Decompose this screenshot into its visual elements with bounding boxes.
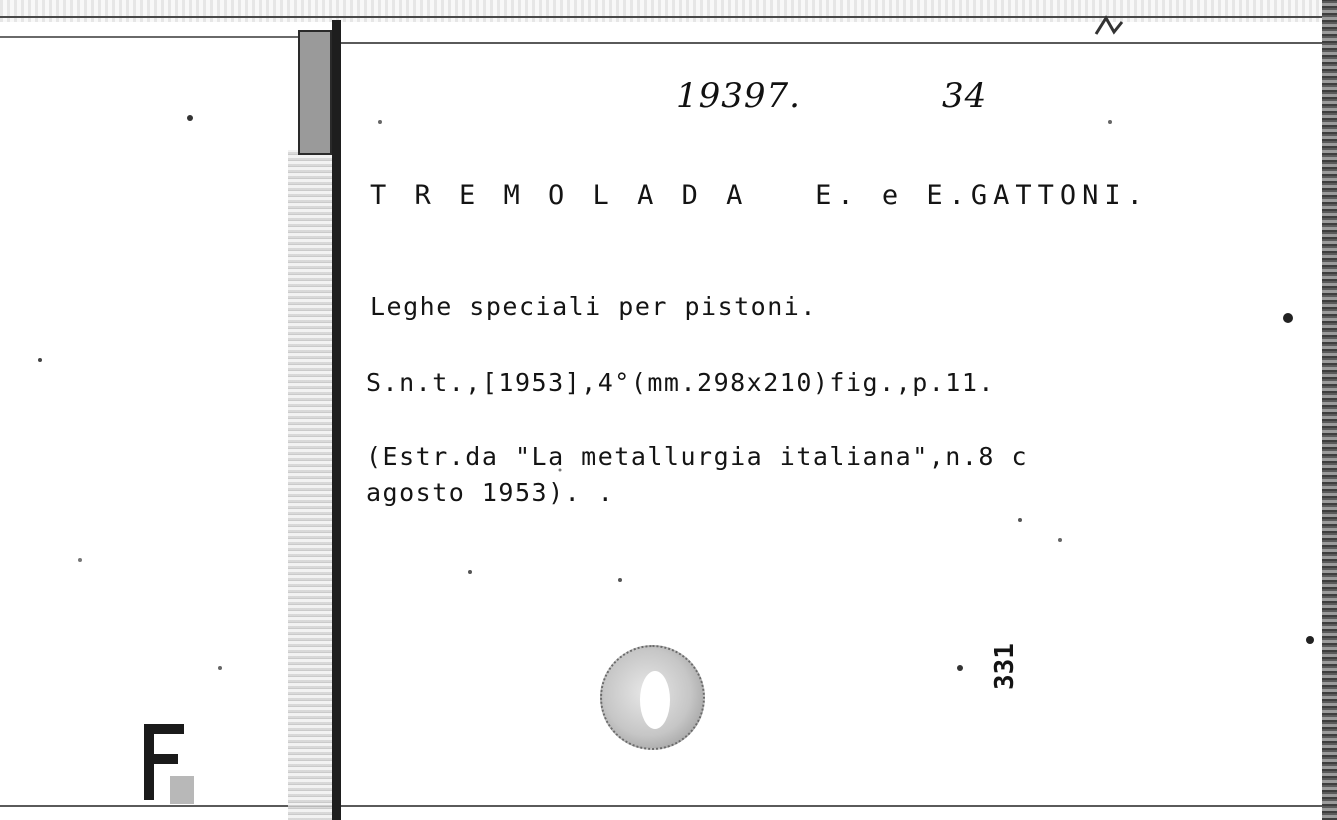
note-line-2: agosto 1953). . xyxy=(366,478,615,507)
corner-scribble-icon xyxy=(1092,14,1126,40)
author-line: T R E M O L A D A E. e E.GATTONI. xyxy=(370,180,1149,211)
imprint-line: S.n.t.,[1953],4°(mm.298x210)fig.,p.11. xyxy=(366,368,995,397)
title-line: Leghe speciali per pistoni. xyxy=(370,292,817,321)
accession-number: 19397. xyxy=(676,76,801,116)
punch-hole-center xyxy=(640,671,670,729)
f-stamp-icon xyxy=(126,716,206,808)
note-line-1: (Estr.da "La metallurgia italiana",n.8 c xyxy=(366,442,1029,471)
punch-hole xyxy=(600,645,705,750)
vertical-stamp-number: 331 xyxy=(990,643,1020,690)
shelf-number: 34 xyxy=(942,76,988,116)
